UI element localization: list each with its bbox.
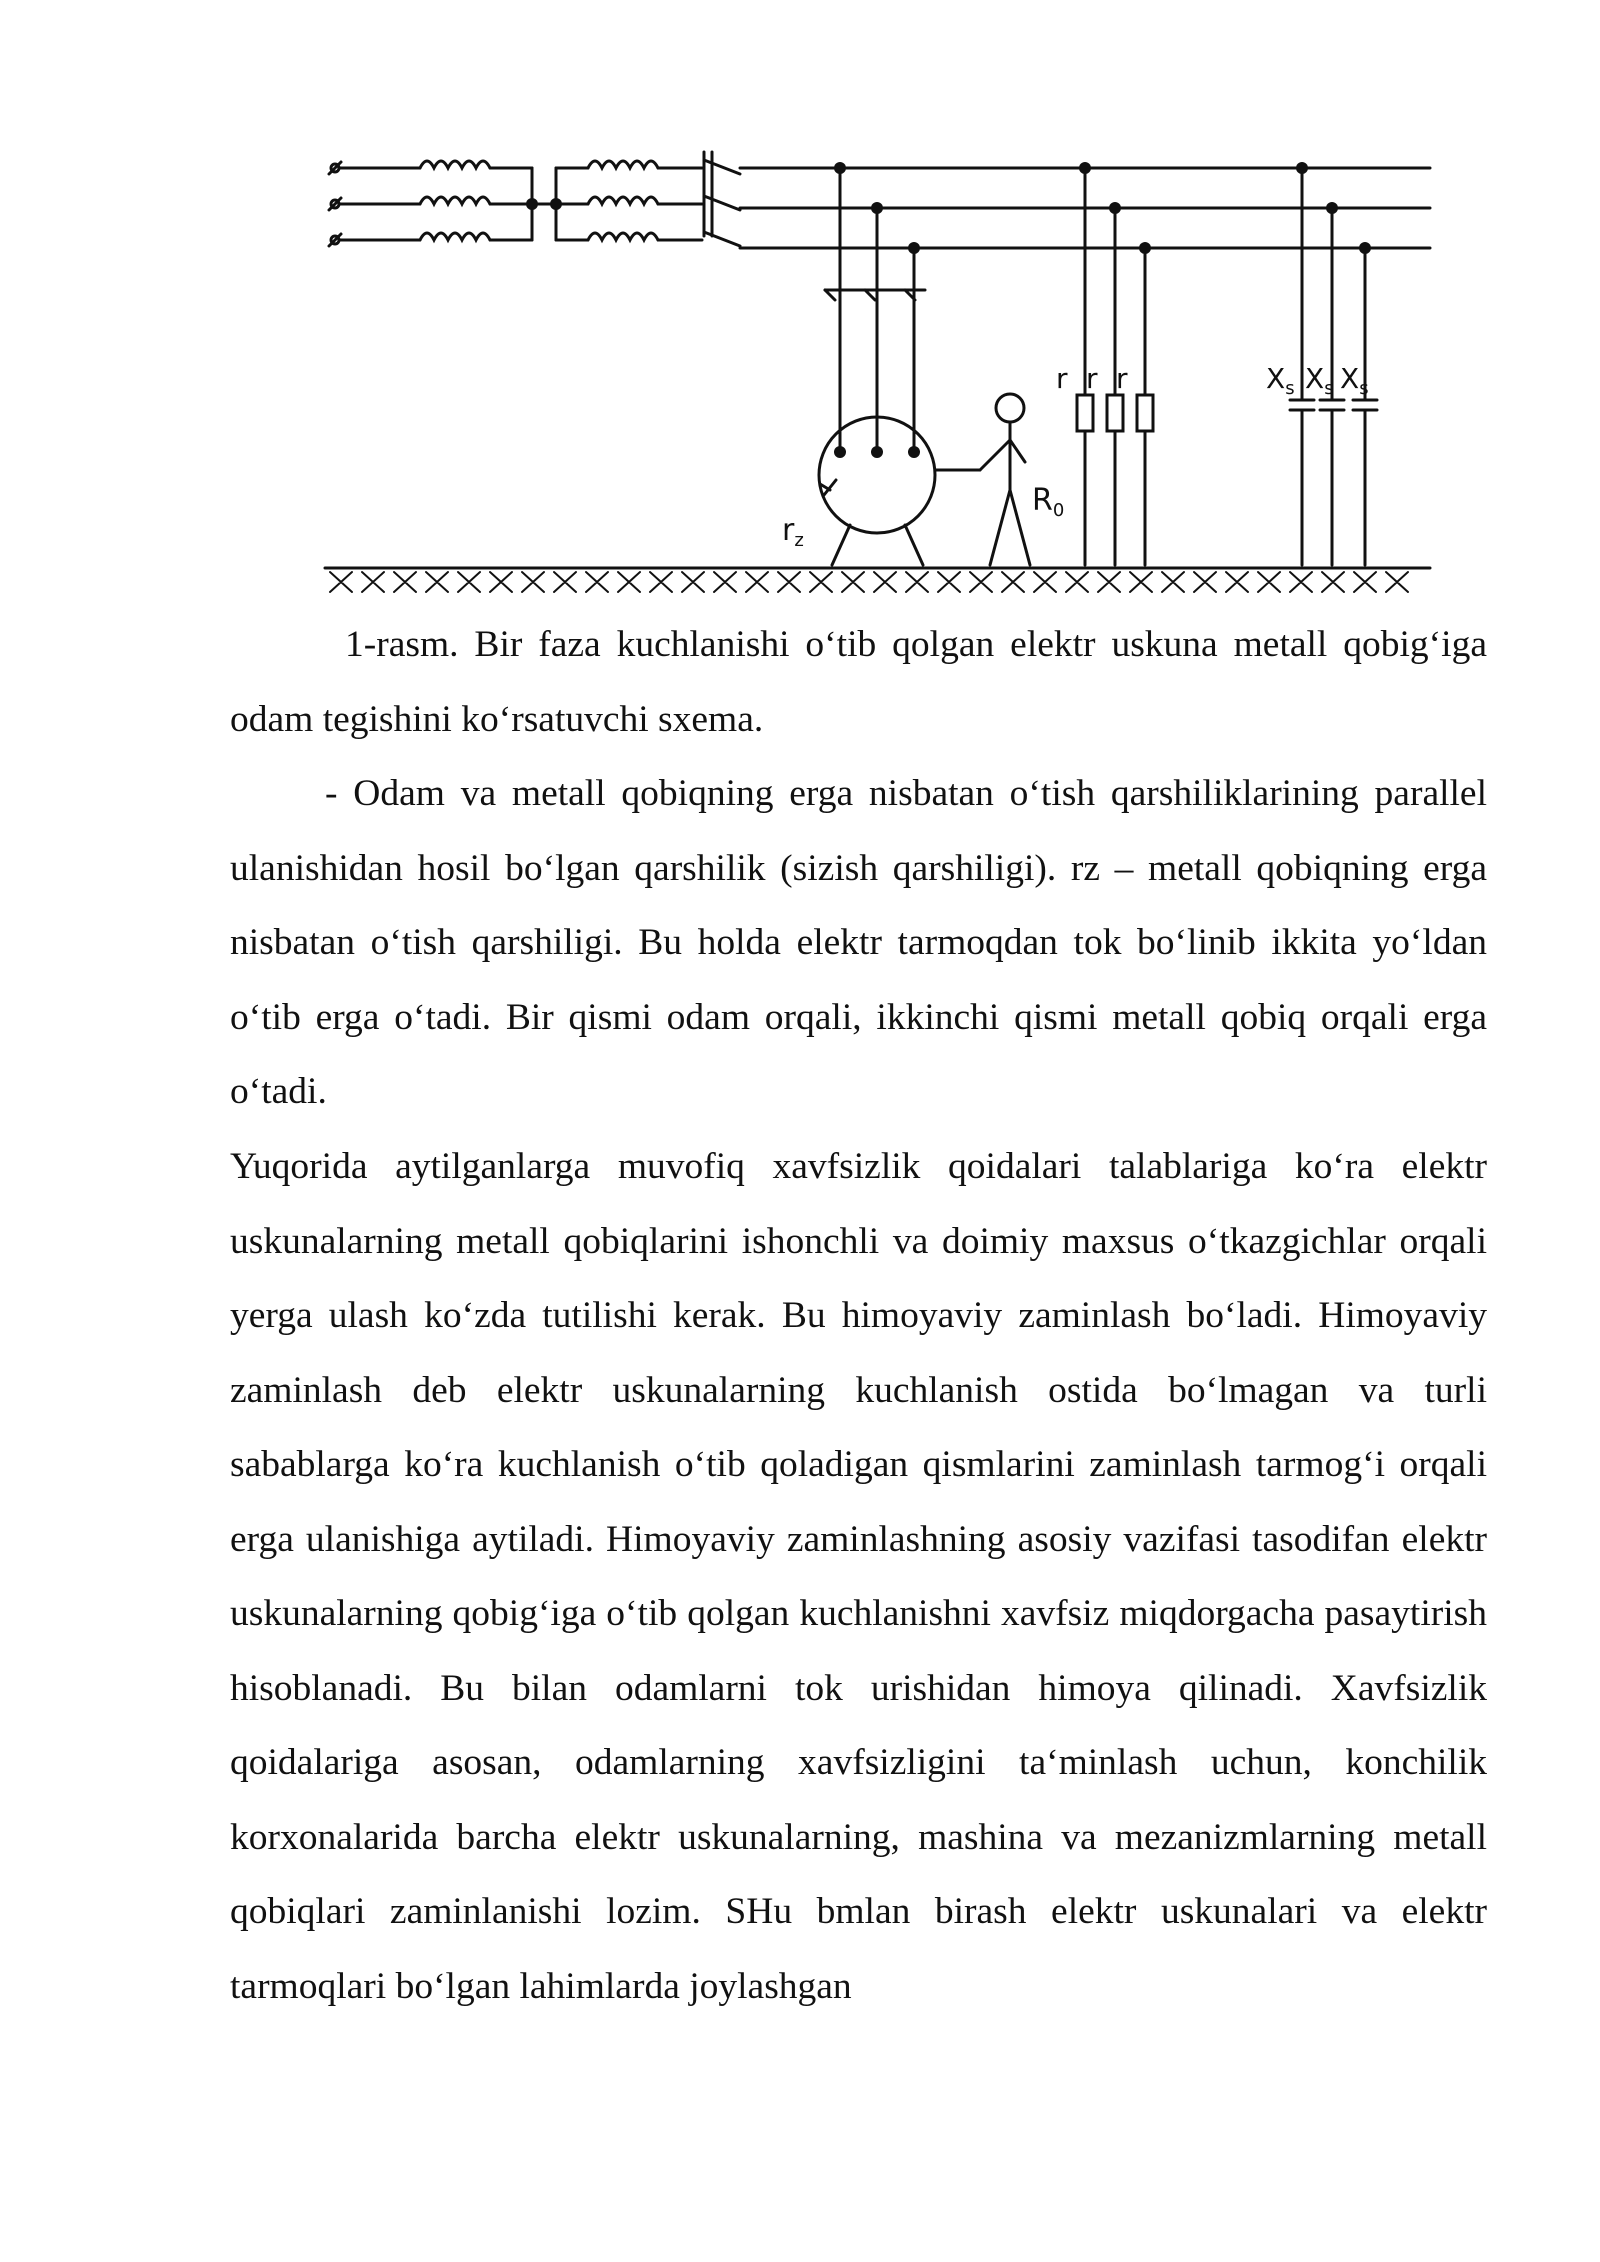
capacitance-branches — [1290, 168, 1377, 565]
ground-hatching — [330, 572, 1408, 592]
xs-label-1: $X_s$ — [1266, 362, 1295, 399]
r0-label: $R_0$ — [1032, 483, 1065, 521]
junction-dots — [526, 162, 1371, 458]
xs-label-3: $X_s$ — [1340, 362, 1369, 399]
resistor-label-r1: r — [1056, 362, 1068, 395]
input-terminals — [329, 162, 420, 246]
transformer-secondary-coils — [556, 161, 702, 240]
paragraph-2: Yuqorida aytilganlarga muvofiq xavfsizlik qoidalari talablariga ko‘ra elektr uskunalarning metall qobiqlarini ishonchli va doimiy maxsus o‘tkazgichlar orqali yerga ulash ko‘zda tutilishi kerak. Bu himoyaviy zaminlash bo‘ladi. Himoyaviy zaminlash deb elektr uskunalarning kuchlanish ostida bo‘lmagan va turli sabablarga ko‘ra kuchlanish o‘tib qoladigan qismlarini zaminlash tarmog‘i orqali erga ulanishiga aytiladi. Himoyaviy zaminlashning asosiy vazifasi tasodifan elektr uskunalarning qobig‘iga o‘tib qolgan kuchlanishni xavfsiz miqdorgacha pasaytirish hisoblanadi. Bu bilan odamlarni tok urishidan himoya qilinadi. Xavfsizlik qoidalariga asosan, odamlarning xavfsizligini ta‘minlash uchun, konchilik korxonalarida barcha elektr uskunalarning, mashina va mezanizmlarning metall qobiqlari zaminlanishi lozim. SHu bmlan birash elektr uskunalari va elektr tarmoqlari bo‘lgan lahimlarda joylashgan — [230, 1146, 1487, 2007]
paragraph-1: - Odam va metall qobiqning erga nisbatan o‘tish qarshiliklarining parallel ulanishidan hosil bo‘lgan qarshilik (sizish qarshiligi). rz – metall qobiqning erga nisbatan o‘tish qarshiligi. Bu holda elektr tarmoqdan tok bo‘linib ikkita yo‘ldan o‘tib erga o‘tadi. Bir qismi odam orqali, ikkinchi qismi metall qobiq orqali erga o‘tadi. — [230, 773, 1487, 1112]
person-figure — [980, 394, 1030, 565]
figure-caption: 1-rasm. Bir faza kuchlanishi o‘tib qolgan elektr uskuna metall qobig‘iga odam tegishini ko‘rsatuvchi sxema. — [230, 624, 1487, 740]
resistor-label-r2: r — [1086, 362, 1098, 395]
rz-label: $r_z$ — [782, 513, 804, 551]
motor-metal-housing — [819, 417, 980, 565]
circuit-diagram — [320, 150, 1440, 600]
three-phase-switch — [704, 152, 740, 246]
xs-label-2: $X_s$ — [1305, 362, 1334, 399]
resistor-label-r3: r — [1116, 362, 1128, 395]
